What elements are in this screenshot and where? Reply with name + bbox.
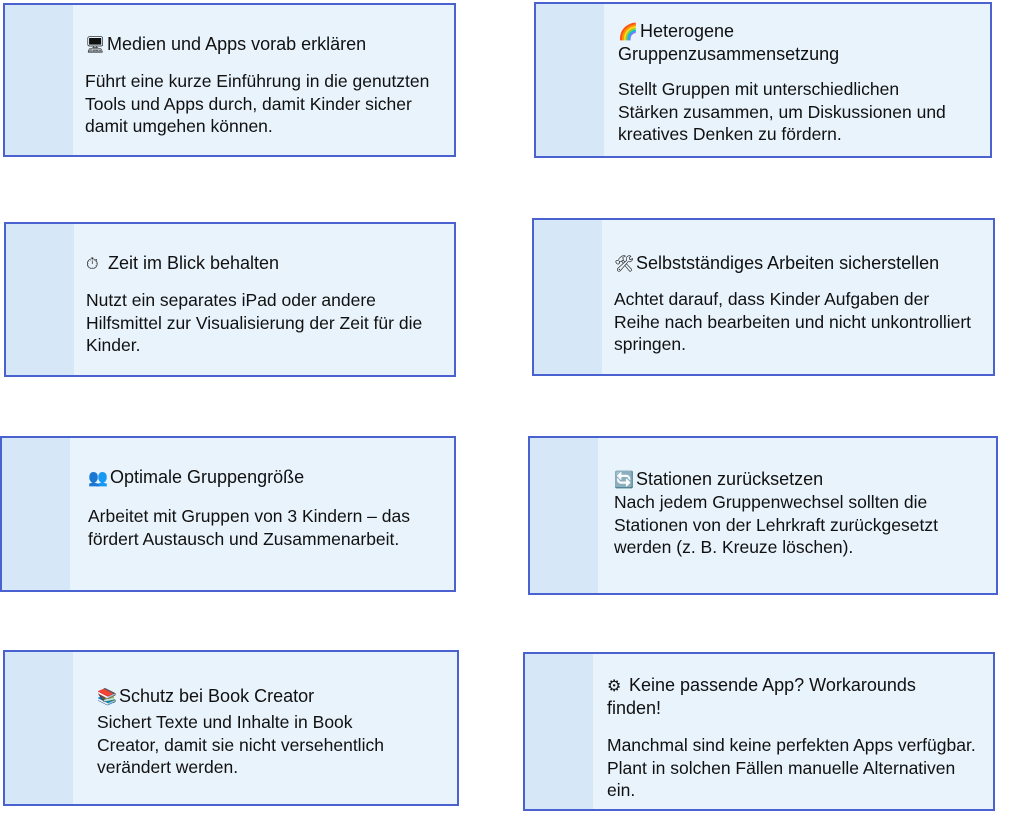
rainbow-icon: 🌈 [618,22,638,41]
card-title-text: Medien und Apps vorab erklären [107,34,367,54]
gear-icon: ⚙ [607,676,622,695]
card-accent-stripe [6,224,74,375]
tip-card-book-creator [3,650,459,806]
card-title-text: Keine passende App? Workarounds finden! [607,675,916,718]
tip-card-independent-work [532,218,995,376]
card-title [614,252,985,275]
card-accent-stripe [2,438,70,590]
tip-card-reset-stations [528,436,998,595]
card-title-text: Zeit im Blick behalten [108,253,280,273]
card-text: Nutzt ein separates iPad oder andere Hilfsmittel zur Visualisierung der Zeit für die Kinder. [86,290,423,355]
tip-card-time [4,222,456,377]
card-text: Stellt Gruppen mit unterschiedlichen Stärken zusammen, um Diskussionen und kreatives Denken zu fördern. [618,79,946,144]
card-title-text: Selbstständiges Arbeiten sicherstellen [636,253,940,273]
books-icon: 📚 [97,687,117,706]
card-accent-stripe [5,652,73,804]
card-text: Nach jedem Gruppenwechsel sollten die Stationen von der Lehrkraft zurückgesetzt werden (z. B. Kreuze löschen). [614,492,938,557]
card-title [614,468,988,491]
tip-card-media-apps [3,3,456,157]
card-title-text: Schutz bei Book Creator [119,686,315,706]
card-title [97,685,449,708]
card-accent-stripe [525,654,593,809]
card-title-text: Heterogene Gruppenzusammensetzung [618,21,840,64]
card-text: Achtet darauf, dass Kinder Aufgaben der Reihe nach bearbeiten und nicht unkontrolliert springen. [614,289,972,354]
card-accent-stripe [530,438,598,593]
card-title-text: Optimale Gruppengröße [110,467,305,487]
tip-card-heterogeneous-groups [534,2,992,158]
card-title [86,252,446,275]
card-text: Führt eine kurze Einführung in die genutzten Tools und Apps durch, damit Kinder sicher damit umgehen können. [85,71,430,136]
card-title [618,20,868,66]
refresh-icon: 🔄 [614,470,634,489]
card-title [85,33,445,56]
card-title-text: Stationen zurücksetzen [636,469,824,489]
card-accent-stripe [5,5,73,155]
tools-icon: 🛠 [614,254,635,273]
stopwatch-icon: ⏱ [86,254,99,273]
card-title [88,466,446,489]
tip-card-workarounds [523,652,995,811]
tip-card-group-size [0,436,456,592]
card-title [607,674,967,720]
monitor-icon: 🖥 [85,35,106,54]
card-text: Manchmal sind keine perfekten Apps verfügbar. Plant in solchen Fällen manuelle Alternativen ein. [607,735,976,800]
card-text: Arbeitet mit Gruppen von 3 Kindern – das fördert Austausch und Zusammenarbeit. [88,506,410,549]
card-accent-stripe [534,220,602,374]
people-icon: 👥 [88,468,108,487]
card-accent-stripe [536,4,604,156]
card-text: Sichert Texte und Inhalte in Book Creator, damit sie nicht versehentlich verändert werden. [97,712,384,777]
